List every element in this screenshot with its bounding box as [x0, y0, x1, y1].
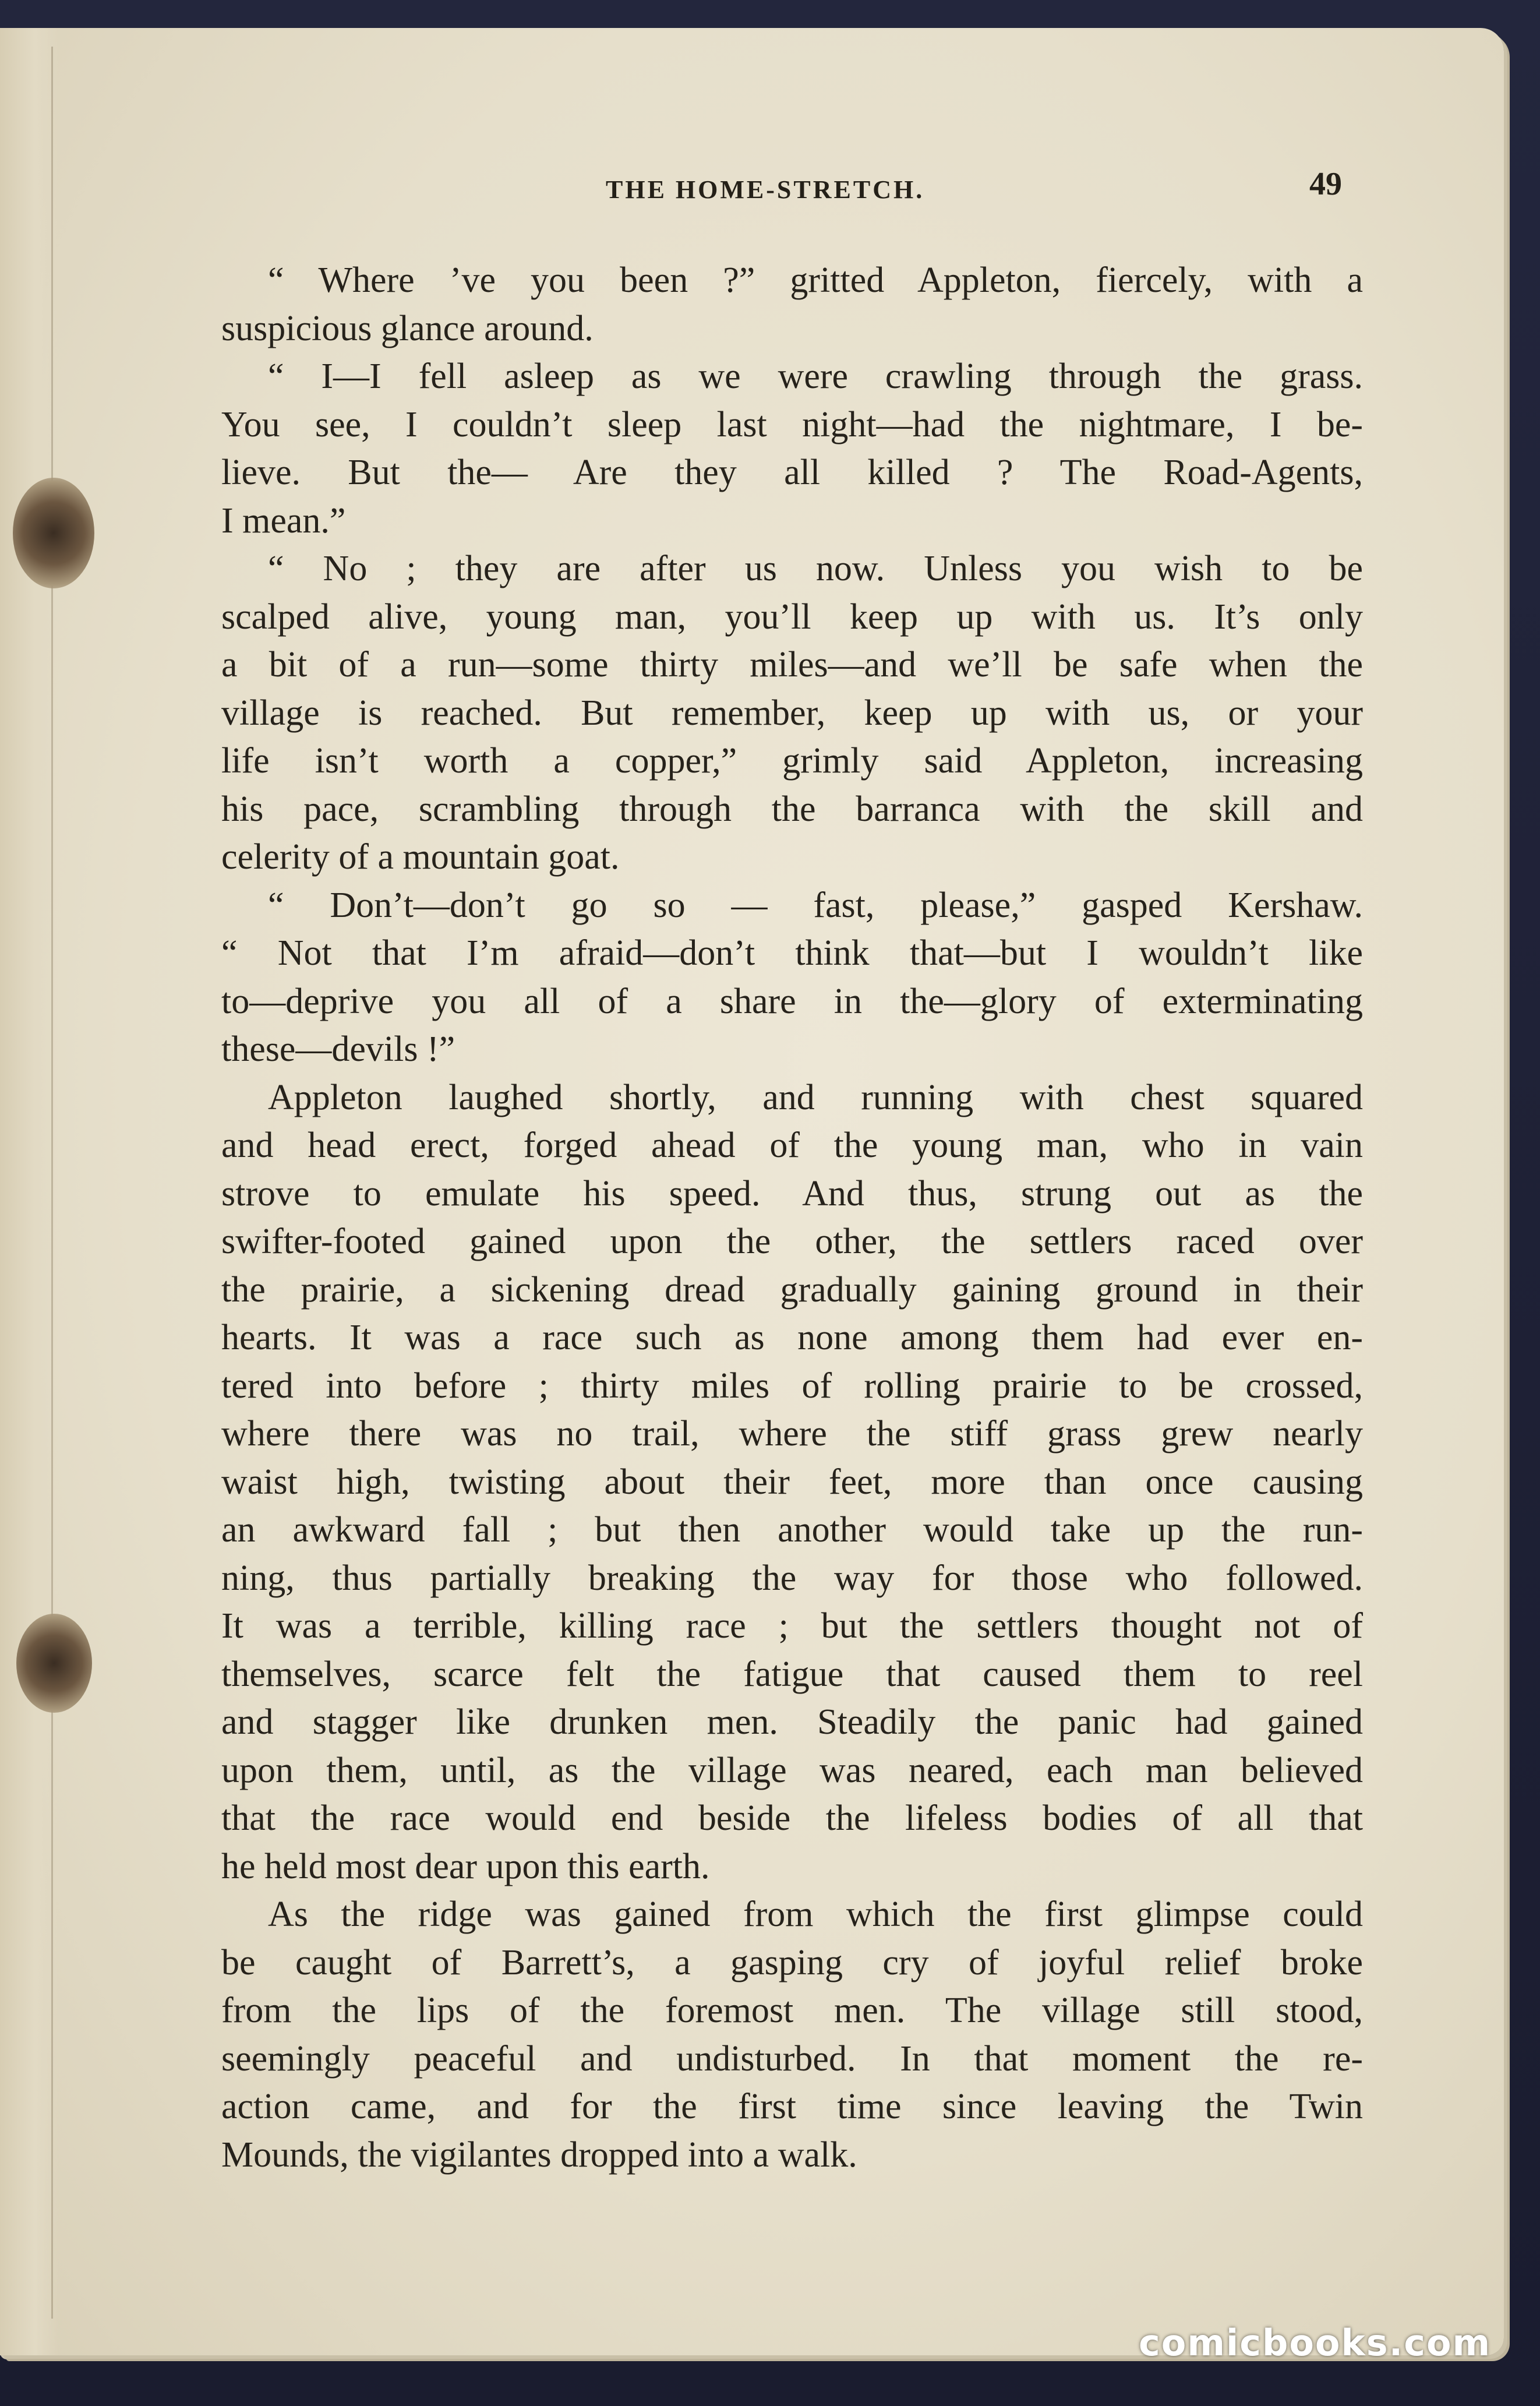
text-line: themselves, scarce felt the fatigue that caused them to reel	[221, 1654, 1363, 1694]
text-line: he held most dear upon this earth.	[221, 1846, 710, 1886]
text-line: tered into before ; thirty miles of rolling prairie to be crossed,	[221, 1366, 1363, 1406]
text-line: village is reached. But remember, keep up with us, or your	[221, 693, 1363, 733]
text-line: hearts. It was a race such as none among them had ever en-	[221, 1318, 1363, 1357]
text-line: I mean.”	[221, 500, 346, 541]
text-line: It was a terrible, killing race ; but the settlers thought not of	[221, 1606, 1363, 1646]
text-line: scalped alive, young man, you’ll keep up with us. It’s only	[221, 597, 1363, 637]
text-line: suspicious glance around.	[221, 308, 594, 348]
binding-margin	[0, 28, 58, 2355]
text-line: be caught of Barrett’s, a gasping cry of joyful relief broke	[221, 1942, 1363, 1982]
text-line: action came, and for the first time since leaving the Twin	[221, 2087, 1363, 2126]
text-line: an awkward fall ; but then another would take up the run-	[221, 1510, 1363, 1550]
text-line: “ Don’t—don’t go so — fast, please,” gasped Kershaw.	[268, 885, 1363, 925]
text-line: celerity of a mountain goat.	[221, 837, 620, 877]
text-line: where there was no trail, where the stiff grass grew nearly	[221, 1414, 1363, 1454]
watermark: comicbooks.com	[1139, 2322, 1492, 2364]
text-line: seemingly peaceful and undisturbed. In that moment the re-	[221, 2038, 1363, 2079]
text-line: upon them, until, as the village was neared, each man believed	[221, 1750, 1363, 1790]
text-line: his pace, scrambling through the barranca with the skill and	[221, 789, 1363, 829]
text-line: the prairie, a sickening dread gradually gaining ground in their	[221, 1269, 1363, 1310]
stitch-hole-lower	[16, 1614, 92, 1713]
text-line: to—deprive you all of a share in the—glory of exterminating	[221, 981, 1363, 1021]
text-line: ning, thus partially breaking the way for those who followed.	[221, 1558, 1363, 1598]
text-line: waist high, twisting about their feet, more than once causing	[221, 1462, 1363, 1502]
text-line: life isn’t worth a copper,” grimly said Appleton, increasing	[221, 741, 1363, 781]
text-line: As the ridge was gained from which the first glimpse could	[268, 1895, 1363, 1934]
running-head: THE HOME-STRETCH.	[606, 175, 925, 204]
text-line: from the lips of the foremost men. The village still stood,	[221, 1991, 1363, 2030]
text-line: swifter-footed gained upon the other, the settlers raced over	[221, 1222, 1363, 1261]
text-line: these—devils !”	[221, 1029, 455, 1069]
text-line: “ I—I fell asleep as we were crawling through the grass.	[268, 357, 1363, 396]
text-line: Mounds, the vigilantes dropped into a walk.	[221, 2135, 857, 2175]
text-line: “ Where ’ve you been ?” gritted Appleton, fiercely, with a	[268, 260, 1363, 300]
binding-fold	[51, 47, 53, 2319]
text-line: “ No ; they are after us now. Unless you wish to be	[268, 549, 1363, 588]
text-line: that the race would end beside the lifeless bodies of all that	[221, 1798, 1363, 1838]
text-line: lieve. But the— Are they all killed ? The Road-Agents,	[221, 453, 1363, 492]
text-line: a bit of a run—some thirty miles—and we’ll be safe when the	[221, 645, 1363, 685]
text-line: and stagger like drunken men. Steadily the panic had gained	[221, 1702, 1363, 1742]
text-line: “ Not that I’m afraid—don’t think that—but I wouldn’t like	[221, 933, 1363, 973]
text-line: You see, I couldn’t sleep last night—had the nightmare, I be-	[221, 404, 1363, 444]
text-line: and head erect, forged ahead of the young man, who in vain	[221, 1126, 1363, 1165]
text-line: strove to emulate his speed. And thus, strung out as the	[221, 1173, 1363, 1213]
text-line: Appleton laughed shortly, and running with chest squared	[268, 1077, 1363, 1117]
body-text	[221, 256, 1363, 2179]
page-number: 49	[1309, 166, 1342, 202]
stitch-hole-upper	[13, 478, 94, 588]
